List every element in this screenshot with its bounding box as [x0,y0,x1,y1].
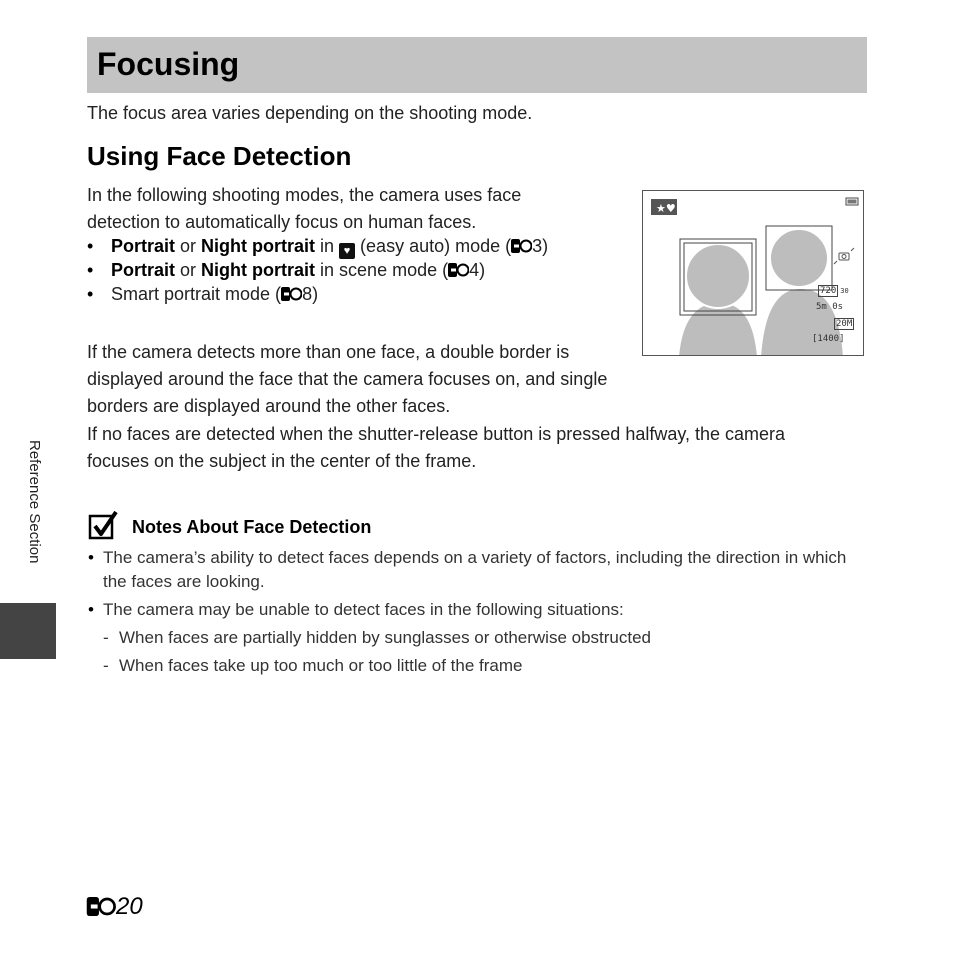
paragraph-double-border: If the camera detects more than one face, a double border is displayed around the face that the camera focuses on, and single borders are displayed around the other faces. [87,342,608,416]
reference-section-icon [281,287,302,301]
list-item: • Portrait or Night portrait in scene mode ( 4) [87,258,548,282]
image-size-indicator: 20M [836,319,853,329]
reference-section-icon [448,263,469,277]
list-item: - When faces are partially hidden by sunglasses or otherwise obstructed [103,626,848,650]
list-item: • Smart portrait mode ( 8) [87,282,548,306]
list-item: - When faces take up too much or too little of the frame [103,654,848,678]
paragraph-no-faces: If no faces are detected when the shutter-release button is pressed halfway, the camera focuses on the subject in the center of the frame. [87,424,786,471]
movie-mode-indicator: 720 30 [820,286,849,296]
intro-text: The focus area varies depending on the shooting mode. [87,103,533,123]
movie-record-time: 5m 0s [816,302,844,312]
section-tab [0,603,56,659]
title-bar [87,37,867,93]
paragraph-face-detection: In the following shooting modes, the camera uses face detection to automatically focus on human faces. [87,185,522,232]
vibration-reduction-icon [834,248,854,264]
notes-heading: Notes About Face Detection [132,517,372,537]
reference-section-icon [511,239,532,253]
notes-sublist [103,626,848,678]
camera-screen-illustration [642,190,864,356]
camera-screen-graphic [643,191,864,356]
page-title: Focusing [97,46,240,82]
shots-remaining: [1400] [812,334,845,344]
easy-auto-mode-icon: ♥ [339,243,355,259]
list-item: • The camera may be unable to detect faces in the following situations: - When faces are partially hidden by sunglasses or otherwise obstructed - When faces take up too much or too little of the frame [88,598,848,678]
person-silhouette-right [761,289,843,356]
mode-list [87,234,548,306]
page-number: 20 [86,893,143,921]
list-item: • Portrait or Night portrait in ♥ (easy auto) mode ( 3) [87,234,548,258]
reference-section-icon [86,897,116,916]
checkmark-note-icon [88,510,118,540]
svg-text:★♥: ★♥ [656,202,676,215]
face-left [686,244,750,308]
section-heading: Using Face Detection [87,141,352,171]
face-right [770,229,828,287]
list-item: • The camera’s ability to detect faces depends on a variety of factors, including the direction in which the faces are looking. [88,546,848,594]
side-section-label: Reference Section [26,440,43,564]
notes-list [88,546,848,682]
